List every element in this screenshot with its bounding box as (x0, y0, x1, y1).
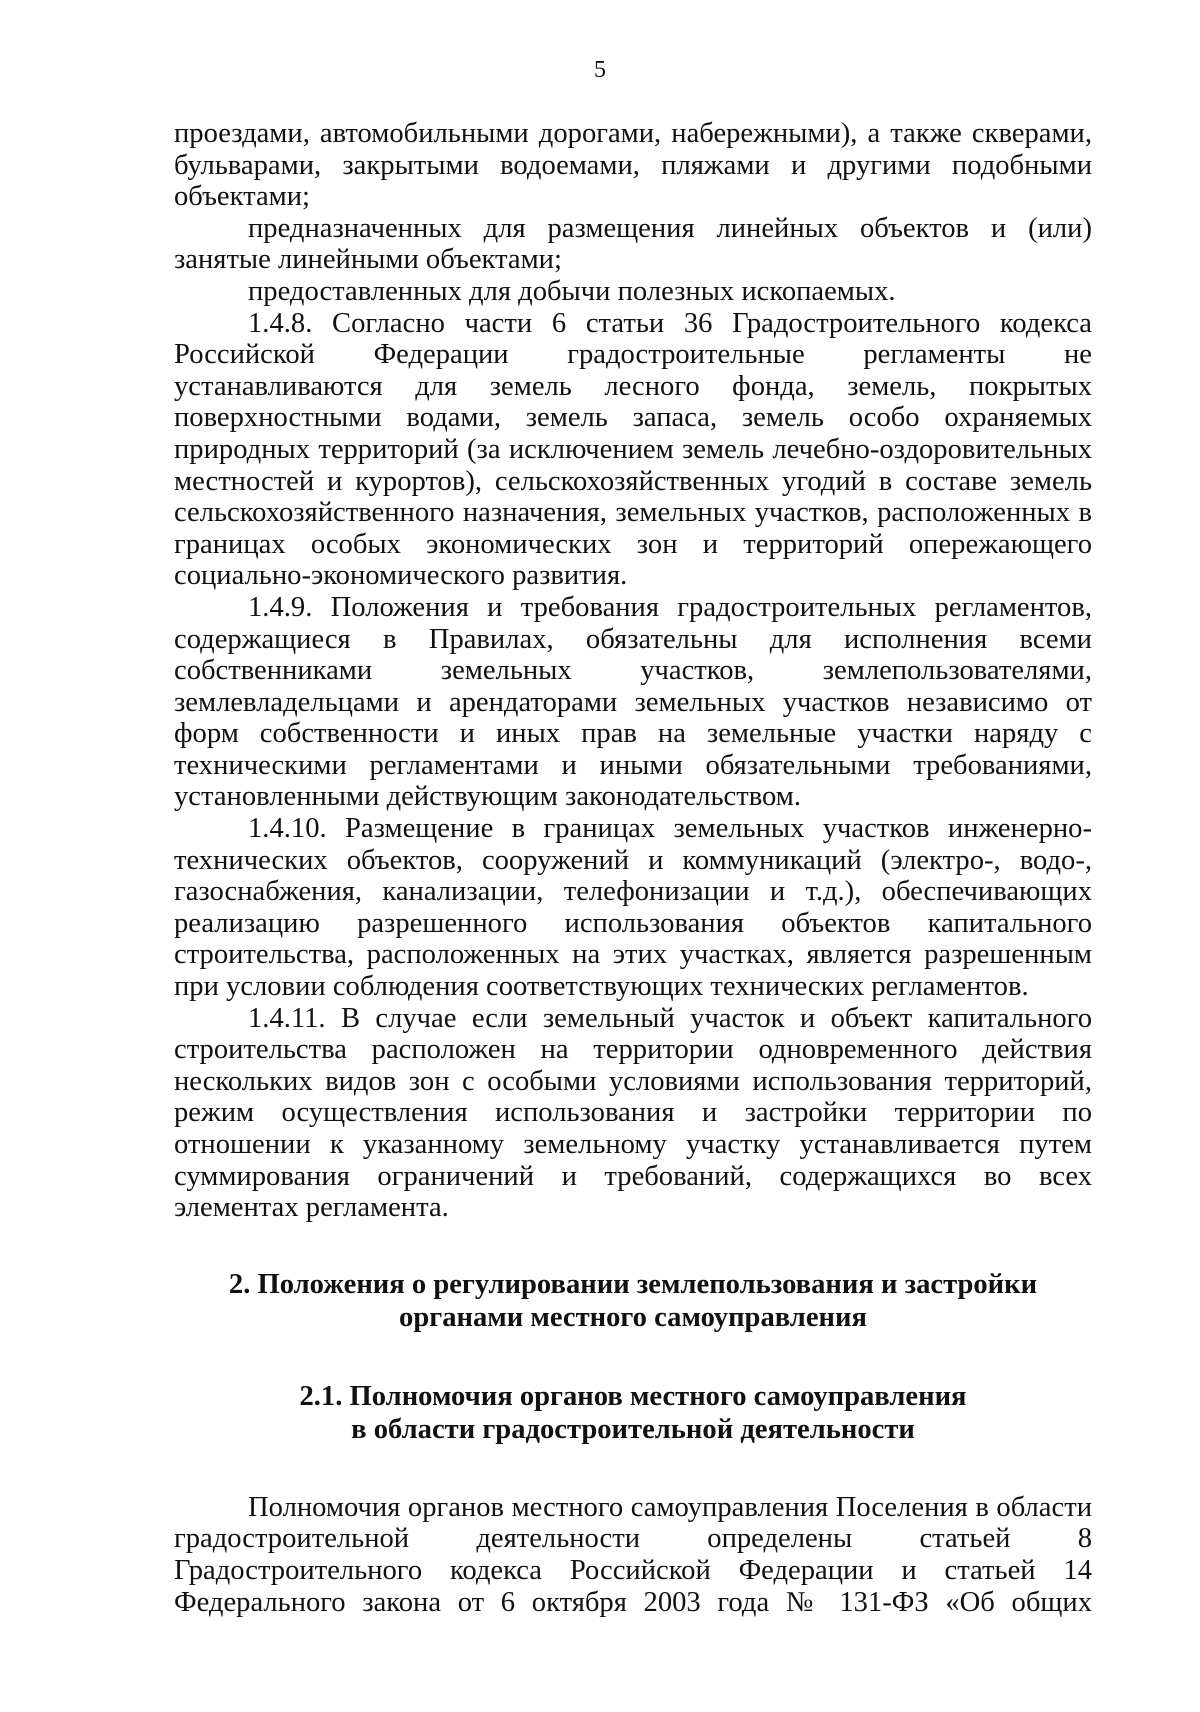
page-number: 5 (594, 57, 606, 83)
paragraph-1-4-8: 1.4.8. Согласно части 6 статьи 36 Градостроительного кодекса Российской Федерации градостроительные регламенты не устанавливаются для земель лесного фонда, земель, покрытых поверхностными водами, земель запаса, земель особо охраняемых природных территорий (за исключением земель лечебно-оздоровительных местностей и курортов), сельскохозяйственных угодий в составе земель сельскохозяйственного назначения, земельных участков, расположенных в границах особых экономических зон и территорий опережающего социально-экономического развития. (174, 307, 1092, 592)
paragraph-1-4-11: 1.4.11. В случае если земельный участок и объект капитального строительства расположен на территории одновременного действия нескольких видов зон с особыми условиями использования территорий, режим осуществления использования и застройки территории по отношении к указанному земельному участку устанавливается путем суммирования ограничений и требований, содержащихся во всех элементах регламента. (174, 1002, 1092, 1224)
paragraph-1-4-9: 1.4.9. Положения и требования градостроительных регламентов, содержащиеся в Правилах, обязательны для исполнения всеми собственниками земельных участков, землепользователями, землевладельцами и арендаторами земельных участков независимо от форм собственности и иных прав на земельные участки наряду с техническими регламентами и иными обязательными требованиями, установленными действующим законодательством. (174, 591, 1092, 813)
paragraph-continuation: проездами, автомобильными дорогами, набережными), а также скверами, бульварами, закрытыми водоемами, пляжами и другими подобными объектами; (174, 118, 1092, 213)
document-body (174, 118, 1092, 1618)
subsection-heading-line-2: в области градостроительной деятельности (351, 1413, 915, 1445)
paragraph-powers: Полномочия органов местного самоуправления Поселения в области градостроительной деятельности определены статьей 8 Градостроительного кодекса Российской Федерации и статьей 14 Федерального закона от 6 октября 2003 года № 131-ФЗ «Об общих (174, 1491, 1092, 1618)
section-heading (174, 1268, 1092, 1334)
paragraph-linear-objects: предназначенных для размещения линейных объектов и (или) занятые линейными объектами; (174, 212, 1092, 276)
section-heading-line-2: органами местного самоуправления (399, 1301, 867, 1333)
subsection-heading (174, 1380, 1092, 1446)
section-heading-line-1: 2. Положения о регулировании землепользования и застройки (228, 1268, 1038, 1300)
paragraph-mining: предоставленных для добычи полезных ископаемых. (248, 275, 896, 307)
paragraph-1-4-10: 1.4.10. Размещение в границах земельных участков инженерно-технических объектов, сооружений и коммуникаций (электро-, водо-, газоснабжения, канализации, телефонизации и т.д.), обеспечивающих реализацию разрешенного использования объектов капитального строительства, расположенных на этих участках, является разрешенным при условии соблюдения соответствующих технических регламентов. (174, 813, 1092, 1003)
subsection-heading-line-1: 2.1. Полномочия органов местного самоуправления (299, 1380, 967, 1412)
